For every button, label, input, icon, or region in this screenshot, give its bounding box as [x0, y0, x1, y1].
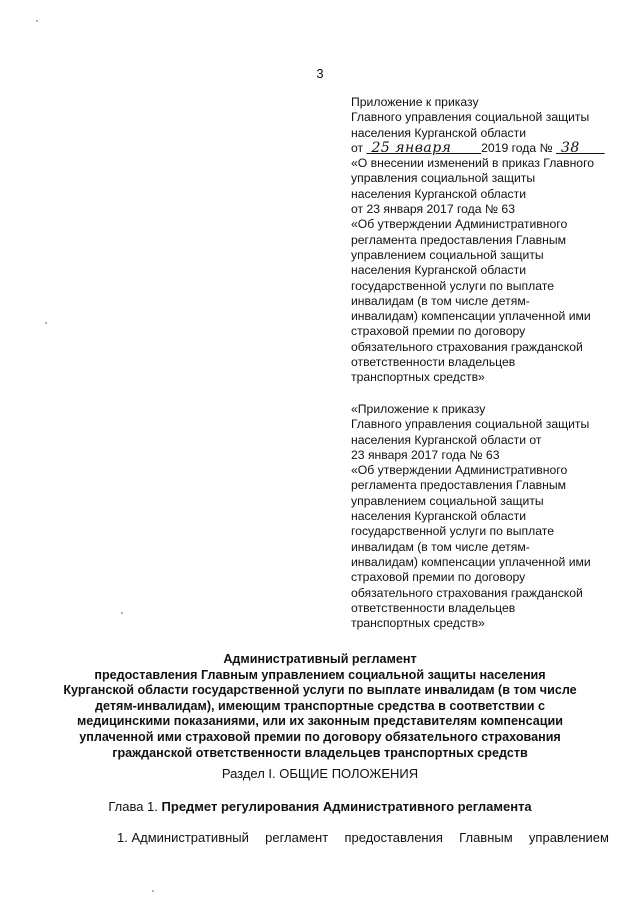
appendix-line: управления социальной защиты: [351, 171, 536, 186]
paragraph-word: предоставления: [344, 830, 443, 845]
appendix-line: населения Курганской области: [351, 125, 527, 140]
chapter-prefix: Глава 1.: [108, 799, 158, 814]
appendix-line: инвалидам (в том числе детям-: [351, 293, 530, 308]
paragraph-word: 1. Административный: [117, 830, 249, 845]
handwritten-number: 38: [561, 139, 580, 156]
appendix-line: инвалидам) компенсации уплаченной ими: [351, 309, 591, 324]
appendix-line: управлением социальной защиты: [351, 247, 544, 262]
appendix-line: обязательного страхования гражданской: [351, 585, 583, 600]
chapter-title: Предмет регулирования Административного регламента: [161, 799, 532, 814]
title-line: медицинскими показаниями, или их законным представителям компенсации: [76, 714, 563, 729]
appendix-line: населения Курганской области: [351, 263, 527, 278]
appendix-line: населения Курганской области от: [351, 432, 542, 447]
appendix-line: обязательного страхования гражданской: [351, 339, 583, 354]
appendix-line: «Об утверждении Административного: [351, 217, 568, 232]
paragraph-first-line: [117, 830, 609, 845]
appendix-line: Приложение к приказу: [351, 95, 479, 109]
appendix-line: государственной услуги по выплате: [351, 278, 554, 293]
appendix-line: страховой премии по договору: [351, 324, 526, 339]
appendix-line: транспортных средств»: [351, 370, 485, 385]
appendix-line: транспортных средств»: [351, 616, 485, 631]
appendix-line: инвалидам (в том числе детям-: [351, 539, 530, 554]
chapter-heading: [0, 799, 640, 814]
scan-speck: [36, 20, 38, 22]
paragraph-word: регламент: [265, 830, 329, 845]
appendix-header: [351, 95, 621, 386]
appendix-line: населения Курганской области: [351, 509, 527, 524]
paragraph-word: Главным: [459, 830, 513, 845]
appendix-line: населения Курганской области: [351, 186, 527, 201]
title-line: гражданской ответственности владельцев транспортных средств: [112, 745, 528, 760]
scan-speck: [152, 890, 154, 892]
title-line: Административный регламент: [223, 652, 417, 666]
date-prefix: от: [351, 140, 364, 155]
section-heading: Раздел I. ОБЩИЕ ПОЛОЖЕНИЯ: [221, 766, 419, 781]
title-line: Курганской области государственной услуги по выплате инвалидам (в том числе: [63, 683, 577, 698]
appendix-line: ответственности владельцев: [351, 355, 516, 370]
appendix-line: государственной услуги по выплате: [351, 524, 554, 539]
appendix-line: 23 января 2017 года № 63: [351, 447, 500, 462]
appendix-line: Главного управления социальной защиты: [351, 417, 590, 432]
original-appendix-header: [351, 402, 621, 631]
appendix-line: ответственности владельцев: [351, 600, 516, 615]
appendix-line: «Приложение к приказу: [351, 402, 486, 416]
handwritten-date: 25 января: [371, 139, 452, 156]
date-mid: 2019 года №: [481, 140, 553, 155]
title-line: предоставления Главным управлением социальной защиты населения: [94, 667, 546, 682]
title-line: уплаченной ими страховой премии по договору обязательного страхования: [79, 729, 561, 744]
scan-speck: [121, 612, 123, 614]
appendix-line: управлением социальной защиты: [351, 493, 544, 508]
document-title: [60, 652, 580, 761]
appendix-line: инвалидам) компенсации уплаченной ими: [351, 554, 591, 569]
appendix-line: регламента предоставления Главным: [351, 232, 566, 247]
appendix-line: страховой премии по договору: [351, 570, 526, 585]
scan-speck: [45, 322, 47, 324]
appendix-line: «Об утверждении Административного: [351, 463, 568, 478]
appendix-line: Главного управления социальной защиты: [351, 110, 590, 125]
paragraph-word: управлением: [528, 830, 609, 845]
page-number: 3: [316, 66, 324, 81]
title-line: детям-инвалидам), имеющим транспортные средства в соответствии с: [95, 698, 545, 713]
appendix-line: регламента предоставления Главным: [351, 478, 566, 493]
appendix-line: «О внесении изменений в приказ Главного: [351, 156, 595, 171]
appendix-line: от 23 января 2017 года № 63: [351, 202, 515, 217]
appendix-date-line: [351, 141, 621, 156]
